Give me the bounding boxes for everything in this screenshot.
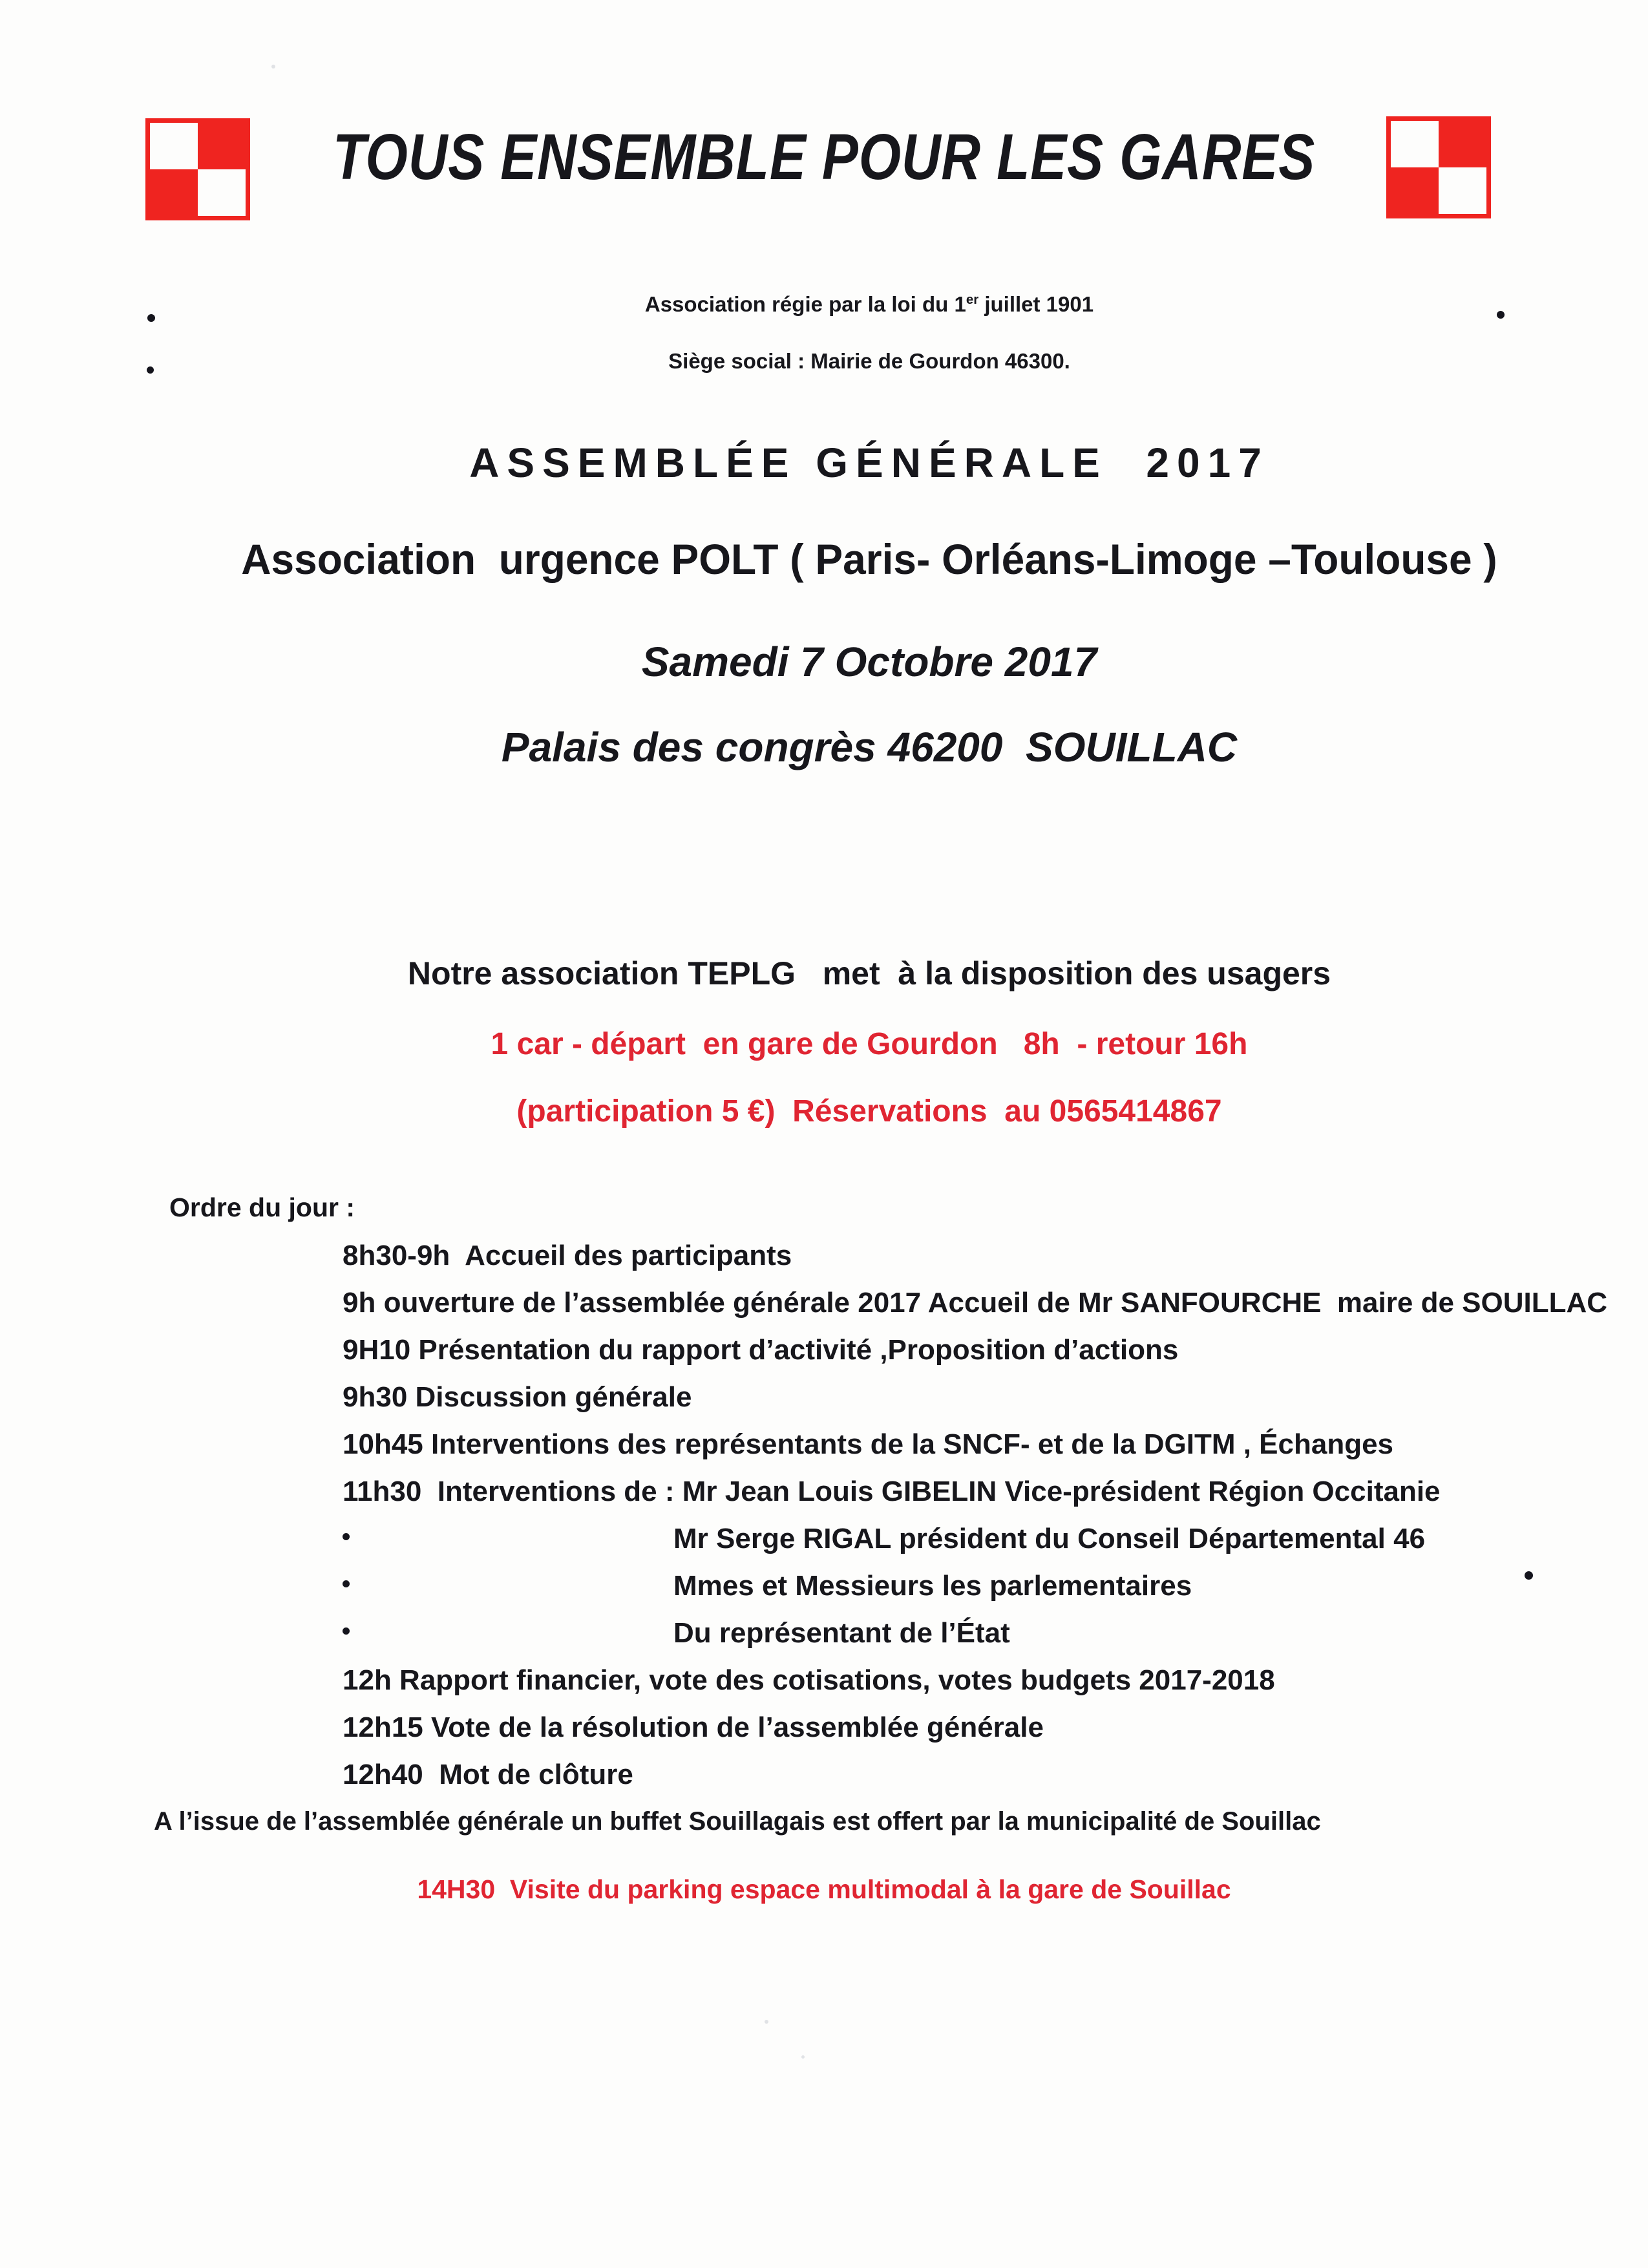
agenda-item-text: 10h45 Interventions des représentants de la SNCF- et de la DGITM , Échanges (343, 1428, 1394, 1460)
agenda-item-text: Mr Serge RIGAL président du Conseil Départemental 46 (673, 1523, 1426, 1554)
ink-dot (147, 314, 155, 322)
document-title: TOUS ENSEMBLE POUR LES GARES (332, 121, 1316, 193)
law-statute-line (90, 292, 1648, 317)
agenda-item-text: Mmes et Messieurs les parlementaires (673, 1570, 1192, 1602)
meeting-date-line: Samedi 7 Octobre 2017 (641, 639, 1097, 685)
agenda-item-text: 8h30-9h Accueil des participants (343, 1240, 792, 1271)
agenda-item-indented (343, 1617, 1635, 1664)
agenda-list (343, 1240, 1635, 1806)
agenda-item (343, 1712, 1635, 1759)
ink-dot (343, 1627, 350, 1635)
agenda-item (343, 1664, 1635, 1712)
agenda-item (343, 1476, 1635, 1523)
transport-intro-line: Notre association TEPLG met à la disposition des usagers (407, 955, 1331, 991)
agenda-item-text: 12h40 Mot de clôture (343, 1759, 633, 1790)
general-assembly-heading: ASSEMBLÉE GÉNÉRALE 2017 (469, 440, 1269, 486)
law-statute-suffix: juillet 1901 (978, 292, 1094, 316)
law-statute-superscript: er (966, 292, 979, 307)
agenda-item (343, 1759, 1635, 1806)
scan-speck (801, 2055, 805, 2059)
agenda-item-text: 11h30 Interventions de : Mr Jean Louis GIBELIN Vice-président Région Occitanie (343, 1476, 1441, 1507)
agenda-item (343, 1428, 1635, 1476)
agenda-item-text: 12h Rapport financier, vote des cotisations, votes budgets 2017-2018 (343, 1664, 1275, 1696)
scan-speck (271, 65, 275, 69)
scan-speck (765, 2020, 768, 2024)
bus-departure-line: 1 car - départ en gare de Gourdon 8h - retour 16h (491, 1027, 1248, 1061)
ink-dot (1525, 1571, 1533, 1580)
agenda-item (343, 1381, 1635, 1428)
registered-office-line: Siège social : Mairie de Gourdon 46300. (668, 349, 1070, 373)
agenda-item-indented (343, 1523, 1635, 1570)
agenda-label: Ordre du jour : (169, 1192, 355, 1222)
ink-dot (1497, 311, 1505, 319)
booking-line: (participation 5 €) Réservations au 0565414867 (516, 1094, 1222, 1129)
agenda-item-text: Du représentant de l’État (673, 1617, 1010, 1649)
buffet-line: A l’issue de l’assemblée générale un buffet Souillagais est offert par la municipalité de Souillac (154, 1807, 1321, 1836)
law-statute-prefix: Association régie par la loi du 1 (644, 292, 966, 316)
agenda-item (343, 1240, 1635, 1287)
polt-association-line: Association urgence POLT ( Paris- Orléans-Limoge –Toulouse ) (241, 535, 1497, 583)
agenda-item-indented (343, 1570, 1635, 1617)
ink-dot (147, 366, 154, 374)
parking-visit-line: 14H30 Visite du parking espace multimodal à la gare de Souillac (417, 1874, 1231, 1904)
agenda-item (343, 1334, 1635, 1381)
meeting-venue-line: Palais des congrès 46200 SOUILLAC (501, 724, 1238, 770)
ink-dot (343, 1580, 350, 1587)
agenda-item-text: 9H10 Présentation du rapport d’activité ,Proposition d’actions (343, 1334, 1179, 1366)
ink-dot (343, 1533, 350, 1540)
agenda-item-text: 9h ouverture de l’assemblée générale 2017 Accueil de Mr SANFOURCHE maire de SOUILLAC (343, 1287, 1608, 1319)
agenda-item-text: 12h15 Vote de la résolution de l’assemblée générale (343, 1712, 1044, 1743)
agenda-item (343, 1287, 1635, 1334)
agenda-item-text: 9h30 Discussion générale (343, 1381, 692, 1413)
